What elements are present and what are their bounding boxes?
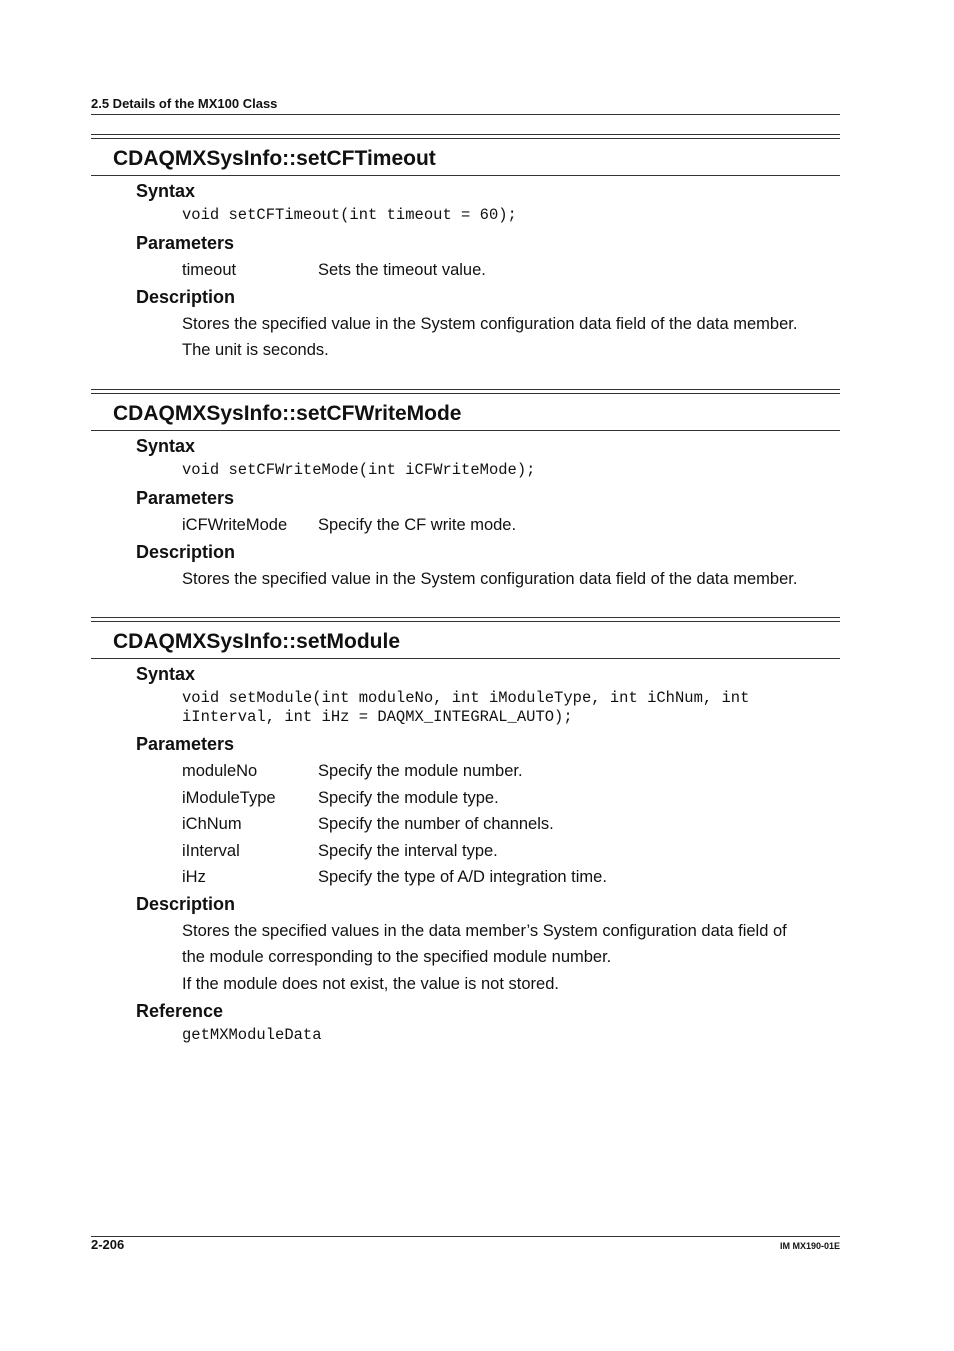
param-desc: Sets the timeout value.: [318, 261, 486, 279]
param-row: [182, 257, 840, 284]
section-setmodule: [91, 617, 840, 1045]
param-row: [182, 864, 840, 891]
param-desc: Specify the type of A/D integration time.: [318, 868, 607, 886]
description-text: Stores the specified value in the System configuration data field of the data member.: [182, 569, 798, 588]
section-title: CDAQMXSysInfo::setCFWriteMode: [91, 394, 840, 431]
section-title: CDAQMXSysInfo::setModule: [91, 622, 840, 659]
syntax-heading: Syntax: [136, 181, 196, 201]
page-number: 2-206: [91, 1237, 125, 1252]
parameters-heading: Parameters: [136, 233, 235, 253]
param-desc: Specify the module number.: [318, 762, 523, 780]
param-name: moduleNo: [182, 762, 258, 780]
footer-rule: [91, 1236, 840, 1237]
syntax-heading: Syntax: [136, 436, 196, 456]
param-desc: Specify the CF write mode.: [318, 516, 517, 534]
page-header: 2.5 Details of the MX100 Class: [91, 96, 278, 111]
syntax-heading: Syntax: [136, 664, 196, 684]
param-row: [182, 811, 840, 838]
param-name: iModuleType: [182, 788, 276, 807]
description-text: Stores the specified values in the data member’s System configuration data field of: [182, 921, 787, 940]
param-name: iCFWriteMode: [182, 516, 288, 534]
param-row: [182, 838, 840, 865]
description-text: The unit is seconds.: [182, 341, 329, 359]
param-row: [182, 758, 840, 785]
syntax-code: iInterval, int iHz = DAQMX_INTEGRAL_AUTO);: [182, 708, 573, 726]
header-rule: [91, 114, 840, 115]
description-heading: Description: [136, 541, 236, 562]
syntax-code: void setModule(int moduleNo, int iModuleType, int iChNum, int: [182, 689, 750, 707]
description-text: Stores the specified value in the System configuration data field of the data member.: [182, 314, 798, 333]
section-setcfwritemode: [91, 389, 840, 592]
section-setcftimeout: [91, 134, 840, 364]
syntax-code: void setCFWriteMode(int iCFWriteMode);: [182, 461, 536, 479]
parameters-heading: Parameters: [136, 488, 235, 508]
param-name: iHz: [182, 868, 206, 886]
description-heading: Description: [136, 893, 236, 914]
param-desc: Specify the number of channels.: [318, 815, 554, 833]
param-name: iInterval: [182, 841, 240, 860]
section-title: CDAQMXSysInfo::setCFTimeout: [91, 139, 840, 176]
param-row: [182, 512, 840, 539]
description-text: the module corresponding to the specified module number.: [182, 948, 612, 966]
param-name: iChNum: [182, 815, 242, 833]
parameters-heading: Parameters: [136, 734, 235, 754]
param-desc: Specify the module type.: [318, 788, 499, 807]
description-text: If the module does not exist, the value is not stored.: [182, 974, 559, 993]
param-desc: Specify the interval type.: [318, 841, 498, 860]
syntax-code: void setCFTimeout(int timeout = 60);: [182, 206, 517, 224]
reference-code: getMXModuleData: [182, 1026, 322, 1044]
description-heading: Description: [136, 286, 236, 307]
param-name: timeout: [182, 261, 237, 279]
param-row: [182, 785, 840, 812]
reference-heading: Reference: [136, 1001, 224, 1021]
document-id: IM MX190-01E: [779, 1241, 840, 1251]
